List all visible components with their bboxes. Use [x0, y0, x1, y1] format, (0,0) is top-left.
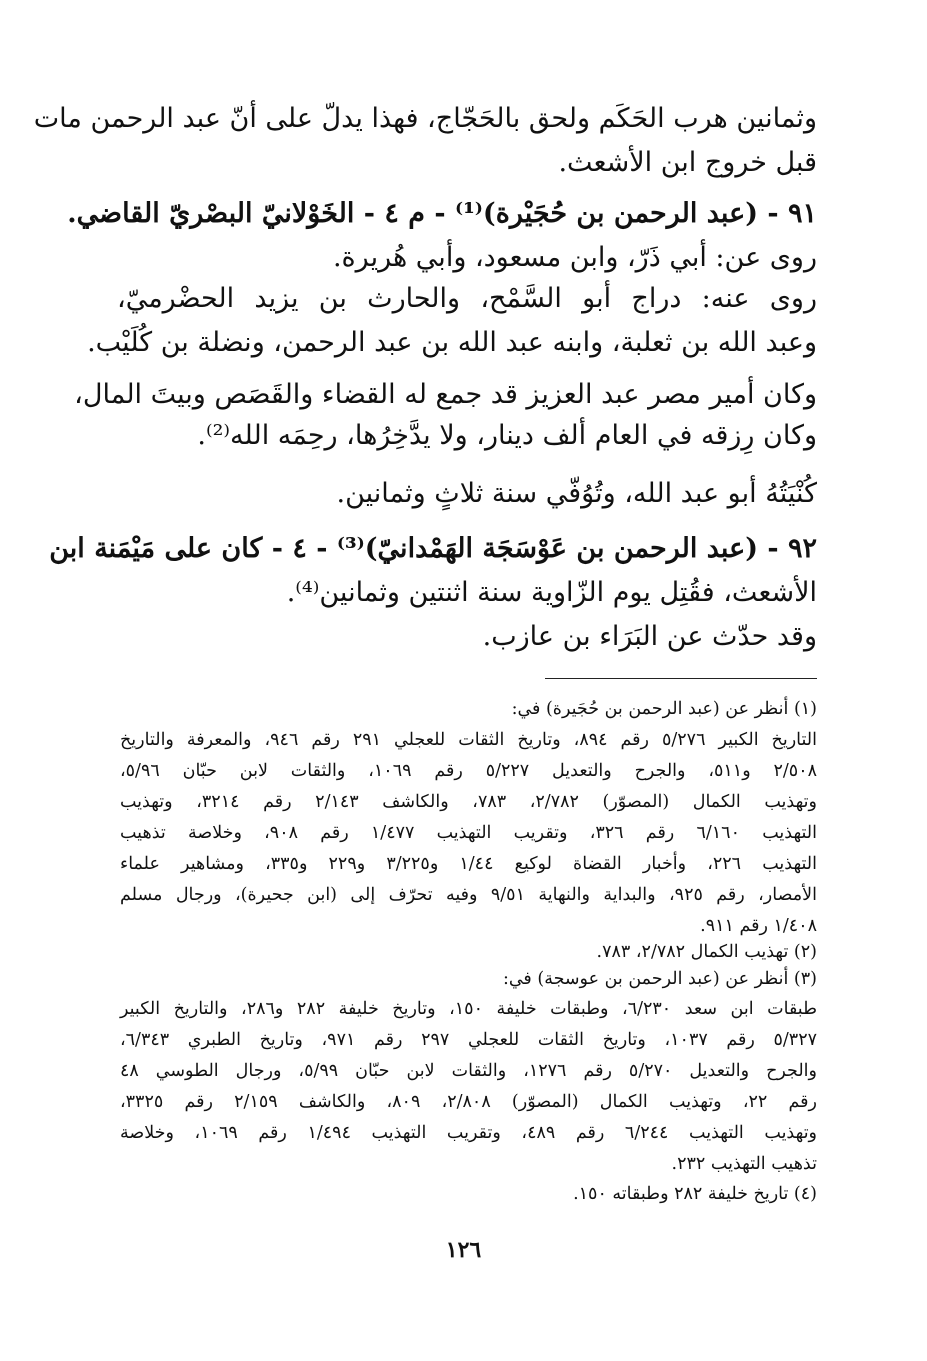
- footnote-line-11: طبقات ابن سعد ٦/٢٣٠، وطبقات خليفة ١٥٠، وتاريخ خليفة ٢٨٢ و٢٨٦، والتاريخ الكبير: [120, 999, 818, 1019]
- footnote-line-9: (٢) تهذيب الكمال ٢/٧٨٢، ٧٨٣.: [596, 942, 817, 962]
- footnote-line-7: الأمصار، رقم ٩٢٥، والبداية والنهاية ٩/٥١ وفيه تحرّف إلى (ابن جحيرة)، ورجال مسلم: [120, 885, 817, 905]
- footnote-line-1: (١) أنظر عن (عبد الرحمن بن حُجَيرة) في:: [511, 699, 817, 719]
- page-number: ١٢٦: [445, 1237, 482, 1263]
- main-line-6: وعبد الله بن ثعلبة، وابنه عبد الله بن عبد الرحمن، ونضلة بن كُلَيْب.: [87, 327, 817, 358]
- footnote-line-17: (٤) تاريخ خليفة ٢٨٢ وطبقاته ١٥٠.: [573, 1184, 817, 1204]
- footnote-line-4: وتهذيب الكمال (المصوّر) ٢/٧٨٢، ٧٨٣، والكاشف ٢/١٤٣ رقم ٣٢١٤، وتهذيب: [120, 792, 817, 812]
- main-line-1: وثمانين هرب الحَكَم ولحق بالحَجّاج، فهذا يدلّ على أنّ عبد الرحمن مات: [33, 103, 817, 134]
- footnote-line-15: وتهذيب التهذيب ٦/٢٤٤ رقم ٤٨٩، وتقريب التهذيب ١/٤٩٤ رقم ١٠٦٩، وخلاصة: [120, 1123, 818, 1143]
- footnote-line-16: تذهيب التهذيب ٢٣٢.: [671, 1154, 817, 1174]
- main-line-12: وقد حدّث عن البَرَاء بن عازب.: [482, 621, 817, 652]
- main-line-8: وكان رِزقه في العام ألف دينار، ولا يدَّخِرُها، رحِمَه الله⁽²⁾.: [197, 420, 817, 451]
- footnote-line-2: التاريخ الكبير ٥/٢٧٦ رقم ٨٩٤، وتاريخ الثقات للعجلي ٢٩١ رقم ٩٤٦، والمعرفة والتاريخ: [120, 730, 817, 750]
- footnote-divider: [545, 678, 817, 679]
- entry-heading-91: ٩١ - (عبد الرحمن بن حُجَيْرة)⁽¹⁾ - م ٤ - الخَوْلانيّ البصْريّ القاضي.: [67, 198, 817, 229]
- main-line-5: روى عنه: دراج أبو السَّمْح، والحارث بن يزيد الحضْرميّ،: [117, 283, 817, 314]
- footnote-line-13: والجرح والتعديل ٥/٢٧٠ رقم ١٢٧٦، والثقات لابن حبّان ٥/٩٩، ورجال الطوسي ٤٨: [120, 1061, 817, 1081]
- main-line-2: قبل خروج ابن الأشعث.: [558, 147, 817, 178]
- footnote-line-6: التهذيب ٢٢٦، وأخبار القضاة لوكيع ١/٤٤ و٣/٢٢٥ و٢٢٩ و٣٣٥، ومشاهير علماء: [120, 854, 817, 874]
- main-line-11: الأشعث، فقُتِل يوم الزّاوية سنة اثنتين وثمانين⁽⁴⁾.: [286, 577, 817, 608]
- footnote-line-5: التهذيب ٦/١٦٠ رقم ٣٢٦، وتقريب التهذيب ١/٤٧٧ رقم ٩٠٨، وخلاصة تذهيب: [120, 823, 817, 843]
- entry-heading-92: ٩٢ - (عبد الرحمن بن عَوْسَجَة الهَمْدانيّ)⁽³⁾ - ٤ - كان على مَيْمَنة ابن: [49, 533, 817, 564]
- main-line-9: كُنْيَتُهُ أبو عبد الله، وتُوُفّي سنة ثلاثٍ وثمانين.: [336, 478, 817, 509]
- footnote-line-3: ٢/٥٠٨ و٥١١، والجرح والتعديل ٥/٢٢٧ رقم ١٠٦٩، والثقات لابن حبّان ٥/٩٦،: [120, 761, 817, 781]
- footnote-line-12: ٥/٣٢٧ رقم ١٠٣٧، وتاريخ الثقات للعجلي ٢٩٧ رقم ٩٧١، وتاريخ الطبري ٦/٣٤٣،: [120, 1030, 817, 1050]
- footnote-line-10: (٣) أنظر عن (عبد الرحمن بن عوسجة) في:: [502, 969, 817, 989]
- footnote-line-14: رقم ٢٢، وتهذيب الكمال (المصوّر) ٢/٨٠٨، ٨٠٩، والكاشف ٢/١٥٩ رقم ٣٣٢٥،: [120, 1092, 817, 1112]
- main-line-7: وكان أمير مصر عبد العزيز قد جمع له القضاء والقَصَص وبيتَ المال،: [74, 379, 817, 410]
- main-line-4: روى عن: أبي ذَرّ، وابن مسعود، وأبي هُريرة.: [332, 242, 817, 273]
- footnote-line-8: ١/٤٠٨ رقم ٩١١.: [700, 916, 817, 936]
